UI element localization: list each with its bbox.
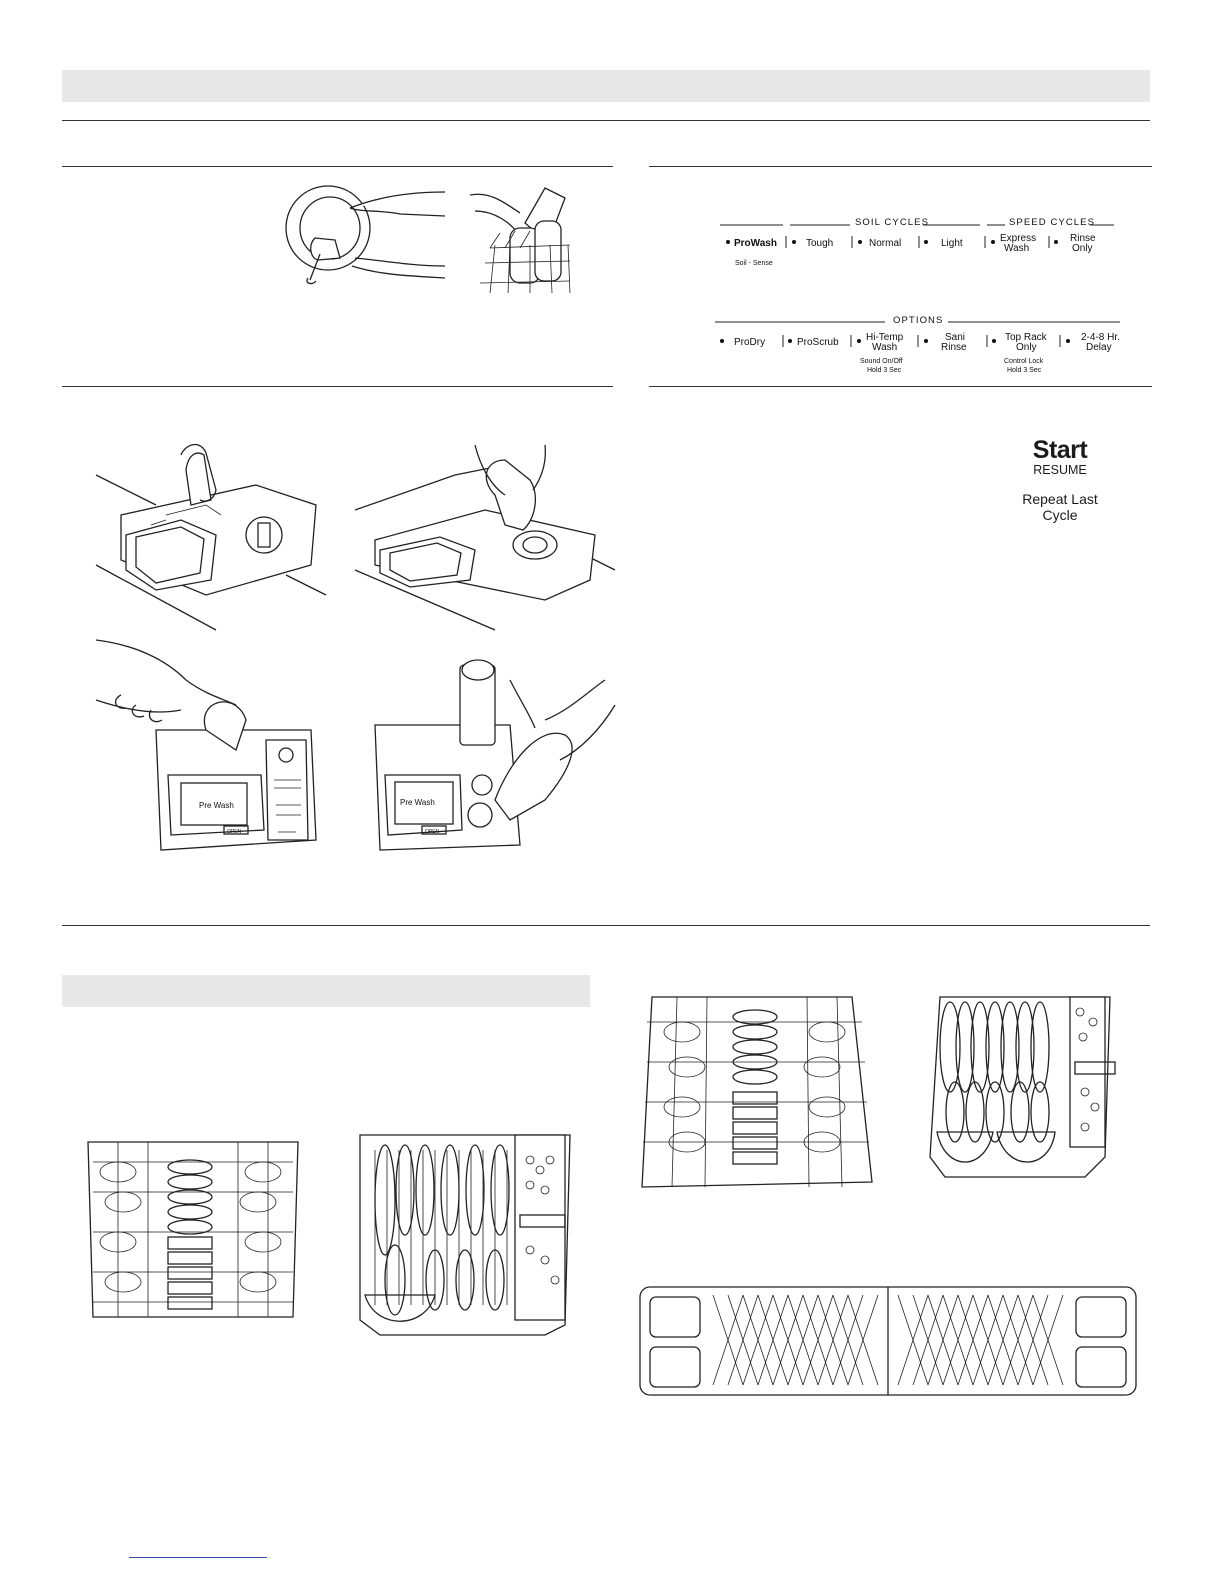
option-label: ProDry xyxy=(734,337,766,348)
option-button-hi-temp-wash[interactable] xyxy=(857,332,904,353)
cycle-label: ProWash xyxy=(734,238,777,249)
divider-left-2 xyxy=(62,386,613,387)
soil-cycles-header: SOIL CYCLES xyxy=(855,217,930,228)
lock-note-line1: Control Lock xyxy=(1004,358,1044,365)
cycle-button-express-wash[interactable] xyxy=(991,233,1036,254)
silverware-basket-lid-illustration xyxy=(638,1285,1138,1400)
cycle-button-normal[interactable] xyxy=(858,238,901,249)
start-button[interactable]: Start xyxy=(1032,436,1088,464)
cycle-label-line1: Rinse xyxy=(1070,233,1096,244)
divider-right-2 xyxy=(649,386,1152,387)
upper-rack-illustration-b xyxy=(637,992,877,1200)
option-label-line1: Sani xyxy=(945,332,966,343)
repeat-label-line1: Repeat Last xyxy=(1022,491,1098,507)
dispenser-fill-detergent-illustration xyxy=(96,445,326,635)
repeat-last-cycle-button[interactable] xyxy=(1000,491,1120,523)
control-panel xyxy=(710,210,1130,380)
cycle-label: Tough xyxy=(806,238,834,249)
cycle-label-line1: Express xyxy=(1000,233,1037,244)
cycle-label: Normal xyxy=(869,238,902,249)
sound-note-line2: Hold 3 Sec xyxy=(867,367,902,374)
option-label-line2: Delay xyxy=(1086,342,1112,353)
cycle-button-tough[interactable] xyxy=(792,238,833,249)
sound-note-line1: Sound On/Off xyxy=(860,358,903,365)
cycle-label-line2: Wash xyxy=(1004,243,1030,254)
option-label-line1: 2-4-8 Hr. xyxy=(1081,332,1120,343)
page-header-bar xyxy=(62,70,1150,102)
lower-rack-illustration-a xyxy=(355,1130,575,1340)
repeat-label-line2: Cycle xyxy=(1042,507,1078,523)
cycle-label: Light xyxy=(941,238,963,249)
load-rack-illustration xyxy=(470,183,575,293)
scrape-plate-illustration xyxy=(280,180,460,300)
options-header: OPTIONS xyxy=(893,315,944,326)
dispenser-prewash-illustration xyxy=(96,640,326,860)
option-label-line1: Top Rack xyxy=(1005,332,1047,343)
option-label-line1: Hi-Temp xyxy=(866,332,904,343)
cycle-button-rinse-only[interactable] xyxy=(1054,233,1096,254)
divider-top xyxy=(62,120,1150,121)
prewash-label: Pre Wash xyxy=(199,801,234,810)
option-button-delay[interactable] xyxy=(1066,332,1120,353)
dispenser-rinse-refill-illustration xyxy=(360,640,615,865)
option-button-proscrub[interactable] xyxy=(788,337,839,348)
soil-sense-label: Soil - Sense xyxy=(735,260,773,267)
footer-link-line xyxy=(129,1557,267,1558)
lock-note-line2: Hold 3 Sec xyxy=(1007,367,1042,374)
prewash-label-2: Pre Wash xyxy=(400,798,435,807)
option-button-top-rack-only[interactable] xyxy=(992,332,1048,353)
open-label: OPEN xyxy=(227,829,242,835)
option-label-line2: Rinse xyxy=(941,342,967,353)
dispenser-fill-rinse-aid-illustration xyxy=(355,445,620,635)
option-button-prodry[interactable] xyxy=(720,337,765,348)
option-label-line2: Only xyxy=(1016,342,1037,353)
section-header-bar xyxy=(62,975,590,1007)
divider-right-1 xyxy=(649,166,1152,167)
cycle-button-prowash[interactable] xyxy=(726,238,777,249)
divider-left-1 xyxy=(62,166,613,167)
cycle-button-light[interactable] xyxy=(924,238,963,249)
upper-rack-illustration-a xyxy=(78,1132,308,1327)
speed-cycles-header: SPEED CYCLES xyxy=(1009,217,1096,228)
cycle-label-line2: Only xyxy=(1072,243,1093,254)
option-button-sani-rinse[interactable] xyxy=(924,332,967,353)
open-label-2: OPEN xyxy=(425,829,440,835)
resume-label: RESUME xyxy=(1033,463,1087,477)
option-label-line2: Wash xyxy=(872,342,898,353)
option-label: ProScrub xyxy=(797,337,839,348)
divider-middle xyxy=(62,925,1150,926)
lower-rack-illustration-b xyxy=(925,992,1115,1180)
